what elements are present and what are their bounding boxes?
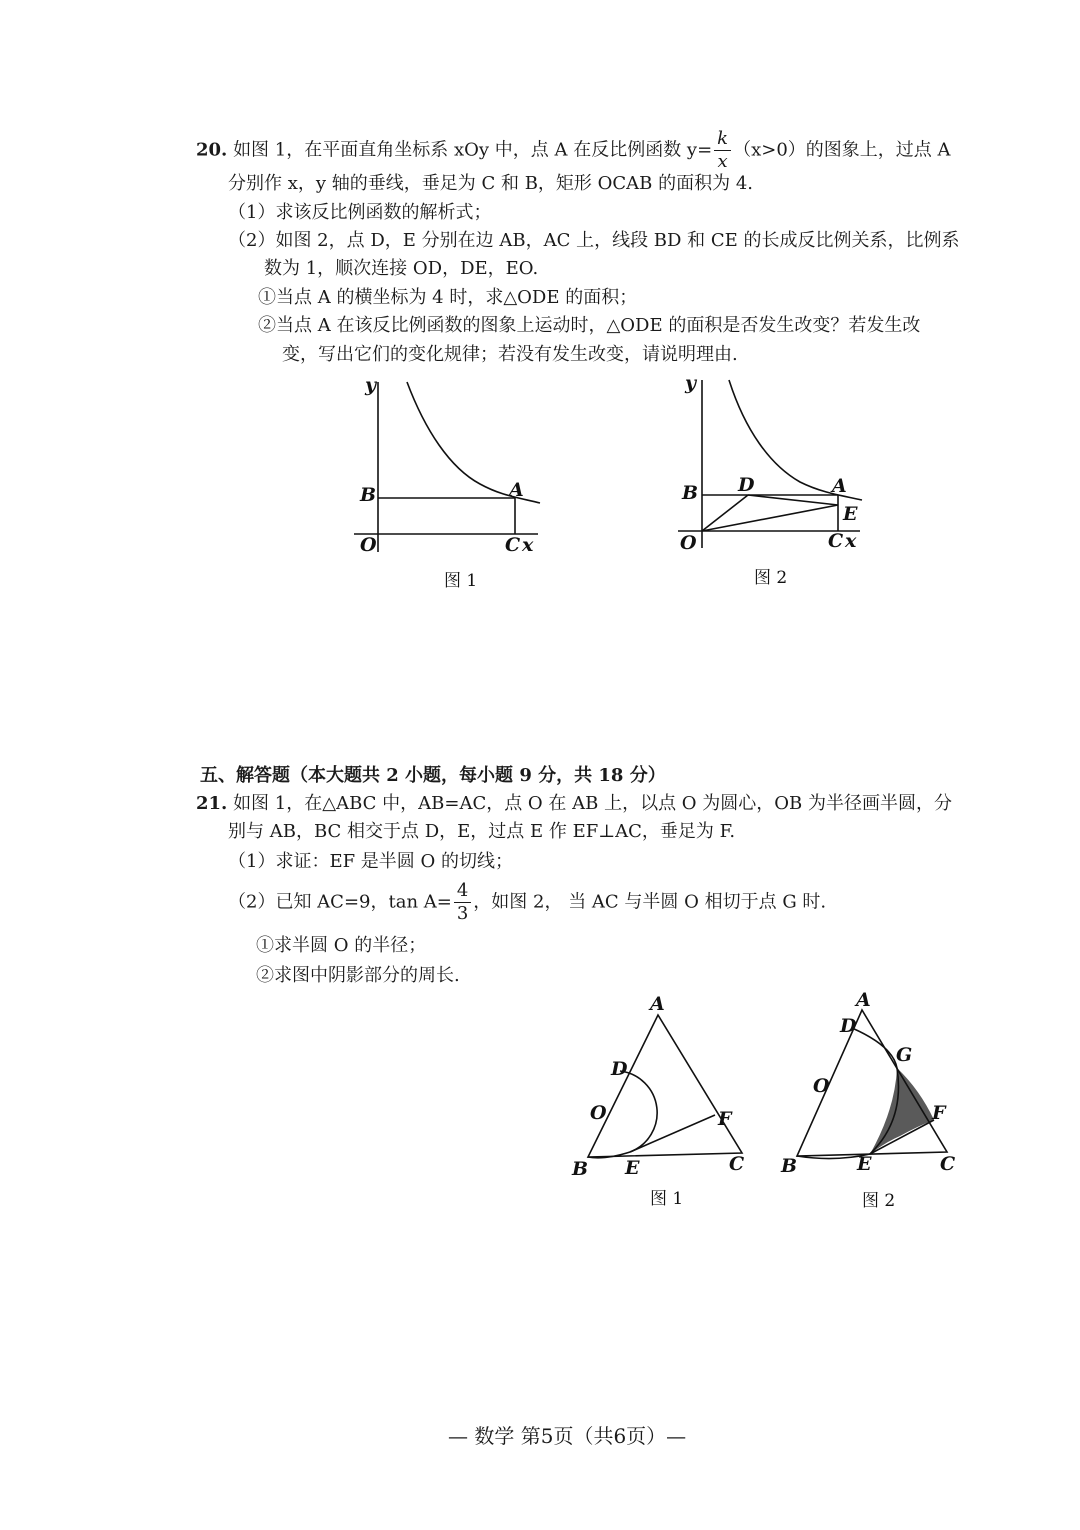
page-footer: — 数学 第5页（共6页）— xyxy=(448,1424,687,1448)
fig2-caption: 图 2 xyxy=(862,1191,896,1211)
fig2-label-B: B xyxy=(781,1155,798,1177)
fig1-caption: 图 1 xyxy=(444,571,478,591)
fig2-label-C: C xyxy=(940,1153,956,1175)
q21-sub2: ②求图中阴影部分的周长. xyxy=(256,965,460,986)
q20-number: 20. xyxy=(196,139,228,161)
q20-part1: （1）求该反比例函数的解析式； xyxy=(228,202,492,223)
q21-frac-num: 4 xyxy=(454,880,471,903)
q21-part2 xyxy=(228,880,826,925)
q20-figure-2 xyxy=(678,380,862,548)
q20-frac-num: k xyxy=(714,128,731,151)
fig2-label-y: y xyxy=(685,372,697,394)
q20-text-a: 如图 1，在平面直角坐标系 xOy 中，点 A 在反比例函数 y= xyxy=(233,139,713,161)
q20-figures xyxy=(0,0,1080,620)
q21-part2-b: ，如图 2， 当 AC 与半圆 O 相切于点 G 时. xyxy=(473,891,827,913)
fig2-label-C: C xyxy=(828,530,844,552)
segment-EO xyxy=(702,505,838,531)
q20-sub2-a: ②当点 A 在该反比例函数的图象上运动时，△ODE 的面积是否发生改变？若发生改 xyxy=(258,315,921,336)
fig1-label-x: x xyxy=(522,534,534,556)
q21-figures xyxy=(0,980,1080,1220)
q21-fraction xyxy=(454,880,471,925)
q21-sub1: ①求半圆 O 的半径； xyxy=(256,935,427,956)
fig1-label-A: A xyxy=(509,479,524,501)
fig1-label-A: A xyxy=(650,993,665,1015)
q21-figure-1-labels xyxy=(571,993,744,1209)
q20-part2-a: （2）如图 2，点 D，E 分别在边 AB，AC 上，线段 BD 和 CE 的长成反比例关系，比例系 xyxy=(228,230,960,251)
section-heading: 五、解答题（本大题共 2 小题，每小题 9 分，共 18 分） xyxy=(200,765,666,786)
fig1-label-E: E xyxy=(625,1157,640,1179)
fig2-label-E: E xyxy=(843,503,858,525)
q20-sub2-b: 变，写出它们的变化规律；若没有发生改变，请说明理由. xyxy=(282,344,738,365)
fig1-label-B: B xyxy=(572,1158,589,1180)
fig1-label-O: O xyxy=(360,534,377,556)
fig1-label-O: O xyxy=(590,1102,607,1124)
fig1-label-y: y xyxy=(365,374,377,396)
fig1-label-C: C xyxy=(729,1153,745,1175)
segment-DE xyxy=(748,495,838,505)
fig2-label-B: B xyxy=(682,482,699,504)
segment-EF xyxy=(630,1115,715,1152)
fig2-label-A: A xyxy=(856,989,871,1011)
arc-EB xyxy=(588,1152,630,1158)
fig2-label-A: A xyxy=(832,475,847,497)
q21-line2: 别与 AB，BC 相交于点 D，E，过点 E 作 EF⊥AC，垂足为 F. xyxy=(228,821,736,842)
semicircle-O xyxy=(620,1071,657,1152)
q20-figure-2-labels xyxy=(680,372,858,588)
fig2-label-D: D xyxy=(738,474,755,496)
q20-frac-den: x xyxy=(717,151,728,172)
q20-sub1: ①当点 A 的横坐标为 4 时，求△ODE 的面积； xyxy=(258,287,638,308)
q21-frac-den: 3 xyxy=(456,903,469,924)
fig2-label-E: E xyxy=(857,1153,872,1175)
q20-part2-b: 数为 1，顺次连接 OD，DE，EO. xyxy=(264,258,539,279)
fig2-label-O: O xyxy=(813,1075,830,1097)
fig1-caption: 图 1 xyxy=(650,1189,684,1209)
fig2-label-G: G xyxy=(896,1044,913,1066)
q20-text-b: （x>0）的图象上，过点 A xyxy=(733,139,951,161)
q21-number: 21. xyxy=(196,793,228,814)
segment-OD xyxy=(702,495,748,531)
triangle-ABC xyxy=(588,1015,742,1157)
fig2-label-D: D xyxy=(840,1015,857,1037)
fig1-label-D: D xyxy=(611,1058,628,1080)
q21-line1 xyxy=(196,792,952,816)
fig2-label-F: F xyxy=(932,1102,946,1124)
q20-figure-1 xyxy=(354,382,540,552)
fig1-label-B: B xyxy=(360,484,377,506)
fig2-label-O: O xyxy=(680,532,697,554)
q20-line2: 分别作 x，y 轴的垂线，垂足为 C 和 B，矩形 OCAB 的面积为 4. xyxy=(228,173,754,194)
fig1-label-F: F xyxy=(718,1108,732,1130)
q21-text: 如图 1，在△ABC 中，AB=AC，点 O 在 AB 上，以点 O 为圆心，OB 为半径画半圆，分 xyxy=(233,793,952,814)
fig2-label-x: x xyxy=(845,530,857,552)
q21-part2-a: （2）已知 AC=9，tan A= xyxy=(228,891,452,913)
fig1-label-C: C xyxy=(505,534,521,556)
fig2-caption: 图 2 xyxy=(754,568,788,588)
shaded-region xyxy=(870,1068,934,1154)
q21-figure-2-labels xyxy=(780,989,955,1211)
q21-figure-1 xyxy=(588,1015,742,1158)
q21-part1: （1）求证：EF 是半圆 O 的切线； xyxy=(228,851,514,872)
q20-figure-1-labels xyxy=(359,374,534,591)
